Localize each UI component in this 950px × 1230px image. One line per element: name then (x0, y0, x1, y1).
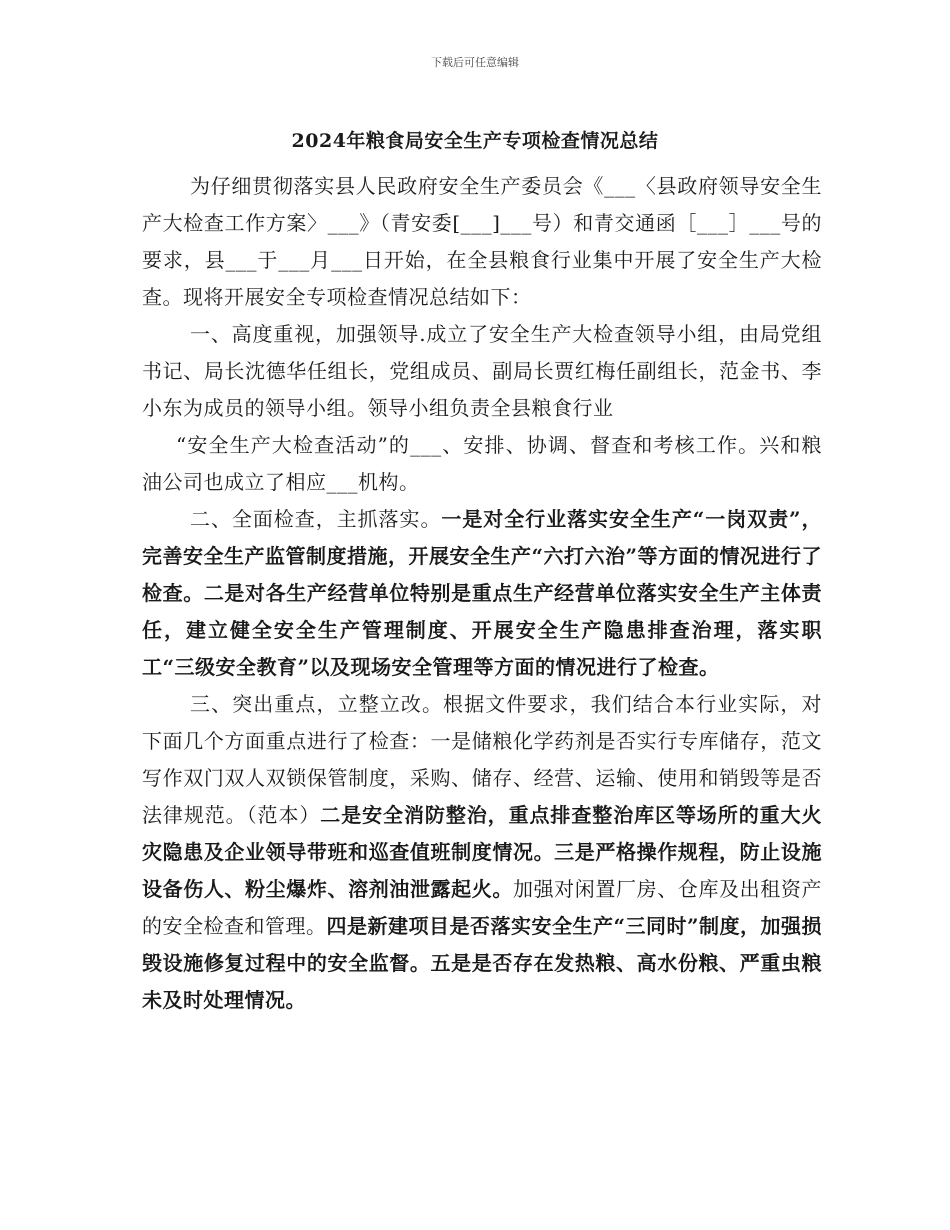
paragraph-section-1-continued (142, 427, 822, 501)
paragraph-section-1 (142, 316, 822, 427)
text-run: 一、高度重视，加强领导.成立了安全生产大检查领导小组，由局党组书记、局长沈德华任组长，党组成员、副局长贾红梅任副组长，范金书、李小东为成员的领导小组。领导小组负责全县粮食行业 (142, 322, 822, 420)
bold-text-run: 一是对全行业落实安全生产“一岗双责”，完善安全生产监管制度措施，开展安全生产“六打六治”等方面的情况进行了检查。二是对各生产经营单位特别是重点生产经营单位落实安全生产主体责任，建立健全安全生产管理制度、开展安全生产隐患排查治理，落实职工“三级安全教育”以及现场安全管理等方面的情况进行了检查。 (142, 507, 823, 679)
paragraph-intro (142, 168, 822, 316)
text-run: “安全生产大检查活动”的___、安排、协调、督查和考核工作。兴和粮油公司也成立了相应___机构。 (142, 433, 822, 494)
text-run: 三、突出重点，立整立改。根据文件要求，我们结合本行业实际，对下面几个方面重点进行了检查：一是储粮化学药剂是否实行专库储存，范文写作双门双人双锁保管制度，采购、储存、经营、运输、使用和销毁等是否法律规范。（范本） (142, 692, 822, 827)
text-run: 加强对闲置厂房、仓库及出租资产的安全检查和管理。 (142, 877, 822, 938)
paragraph-section-3 (142, 686, 822, 1019)
bold-text-run: 四是新建项目是否落实安全生产“三同时”制度，加强损毁设施修复过程中的安全监督。五是是否存在发热粮、高水份粮、严重虫粮未及时处理情况。 (142, 914, 823, 1012)
text-run: 二、全面检查，主抓落实。 (190, 507, 442, 531)
document-title: 2024年粮食局安全生产专项检查情况总结 (291, 130, 659, 152)
bold-text-run: 二是安全消防整治，重点排查整治库区等场所的重大火灾隐患及企业领导带班和巡查值班制度情况。三是严格操作规程，防止设施设备伤人、粉尘爆炸、溶剂油泄露起火。 (142, 803, 822, 901)
paragraph-section-2 (142, 501, 822, 686)
page-header-note: 下载后可任意编辑 (431, 56, 519, 69)
text-run: 为仔细贯彻落实县人民政府安全生产委员会《___〈县政府领导安全生产大检查工作方案〉___》（青安委[___]___号）和青交通函［___］___号的要求，县___于___月___日开始，在全县粮食行业集中开展了安全生产大检查。现将开展安全专项检查情况总结如下： (142, 174, 822, 309)
document-body (142, 168, 822, 1019)
